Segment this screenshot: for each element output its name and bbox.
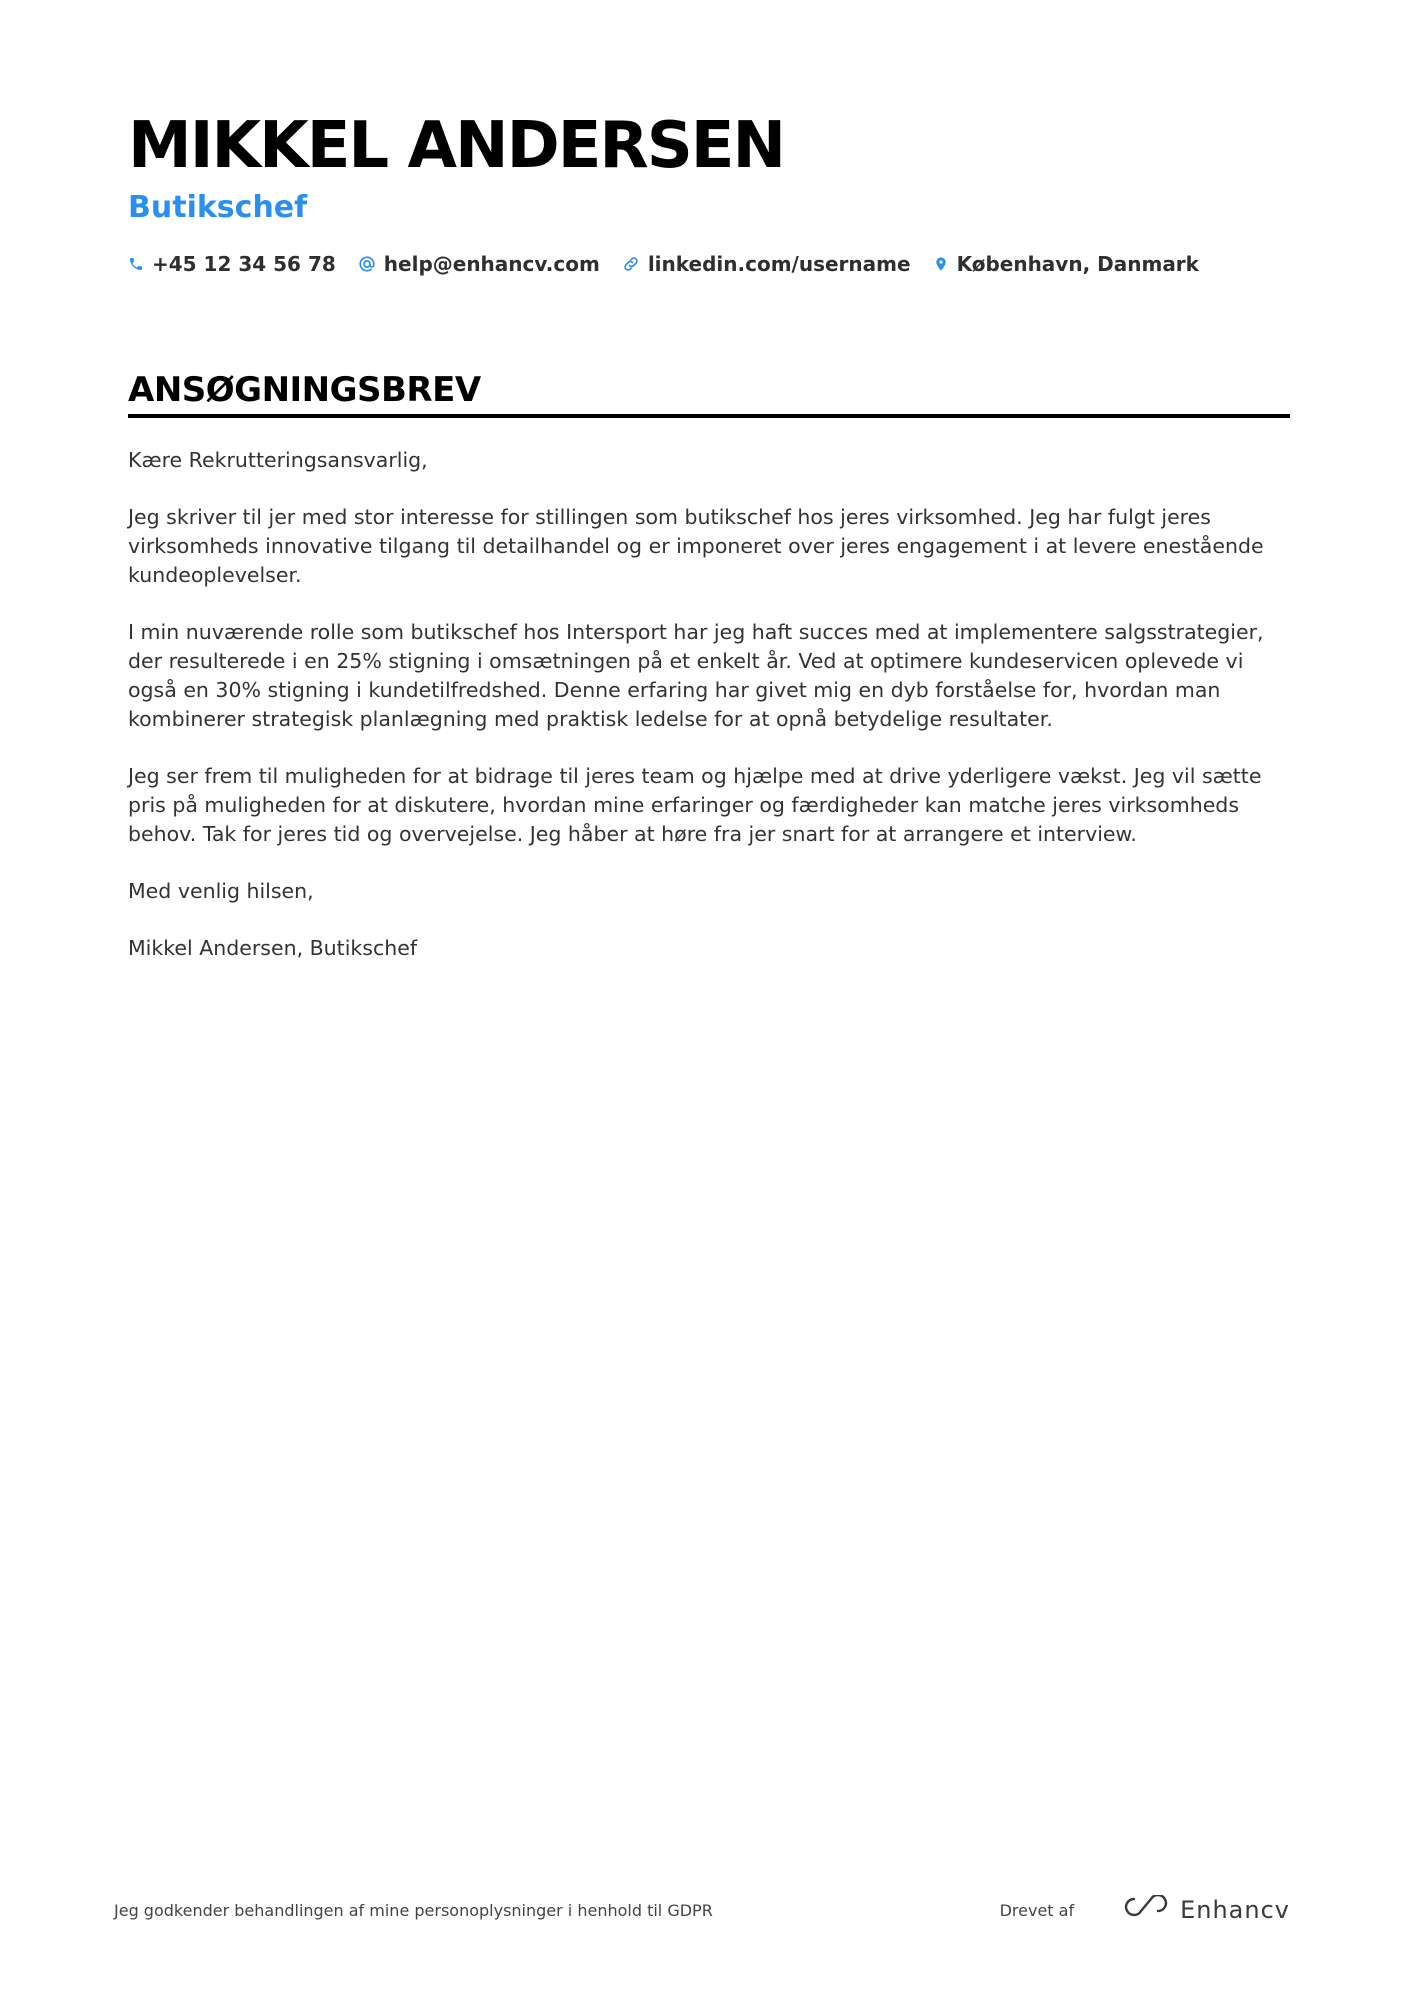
letter-greeting: Kære Rekrutteringsansvarlig, [128, 448, 428, 472]
letter-section [128, 368, 1290, 991]
section-title: ANSØGNINGSBREV [128, 370, 481, 410]
location-text: København, Danmark [956, 252, 1199, 276]
email-text[interactable]: help@enhancv.com [383, 252, 600, 276]
phone-text[interactable]: +45 12 34 56 78 [152, 252, 336, 276]
location-pin-icon [933, 255, 949, 273]
letter-paragraph-3: Jeg ser frem til muligheden for at bidrage til jeres team og hjælpe med at drive yderligere vækst. Jeg vil sætte pris på muligheden for at diskutere, hvordan mine erfaringer og færdigheder kan matche jeres virksomheds behov. Tak for jeres tid og overvejelse. Jeg håber at høre fra jer snart for at arrangere et interview. [128, 764, 1262, 846]
section-divider [128, 414, 1290, 418]
contact-phone [128, 252, 336, 276]
contact-location [933, 252, 1199, 276]
enhancv-logo-icon [1122, 1895, 1170, 1925]
powered-by-label: Drevet af [999, 1900, 1075, 1920]
letter-paragraph-1: Jeg skriver til jer med stor interesse for stillingen som butikschef hos jeres virksomhed. Jeg har fulgt jeres virksomheds innovative tilgang til detailhandel og er imponeret over jeres engagement i at levere enestående kundeoplevelser. [128, 505, 1264, 587]
header [128, 108, 1288, 276]
letter-closing: Med venlig hilsen, [128, 879, 314, 903]
brand-name: Enhancv [1180, 1896, 1290, 1924]
letter-signature: Mikkel Andersen, Butikschef [128, 936, 418, 960]
footer [114, 1890, 1290, 1930]
contact-row [128, 252, 1288, 276]
linkedin-text[interactable]: linkedin.com/username [647, 252, 911, 276]
link-icon [622, 255, 640, 273]
candidate-name: MIKKEL ANDERSEN [128, 109, 785, 183]
at-icon [358, 255, 376, 273]
letter-paragraph-2: I min nuværende rolle som butikschef hos Intersport har jeg haft succes med at implementere salgsstrategier, der resulterede i en 25% stigning i omsætningen på et enkelt år. Ved at optimere kundeservicen oplevede vi også en 30% stigning i kundetilfredshed. Denne erfaring har givet mig en dyb forståelse for, hvordan man kombinerer strategisk planlægning med praktisk ledelse for at opnå betydelige resultater. [128, 620, 1264, 731]
contact-email [358, 252, 600, 276]
brand-link[interactable] [1122, 1895, 1290, 1925]
gdpr-consent-text: Jeg godkender behandlingen af mine personoplysninger i henhold til GDPR [114, 1900, 713, 1920]
phone-icon [128, 256, 144, 272]
contact-linkedin [622, 252, 911, 276]
candidate-role: Butikschef [128, 190, 308, 225]
powered-by [1000, 1895, 1290, 1925]
letter-body [128, 446, 1290, 963]
